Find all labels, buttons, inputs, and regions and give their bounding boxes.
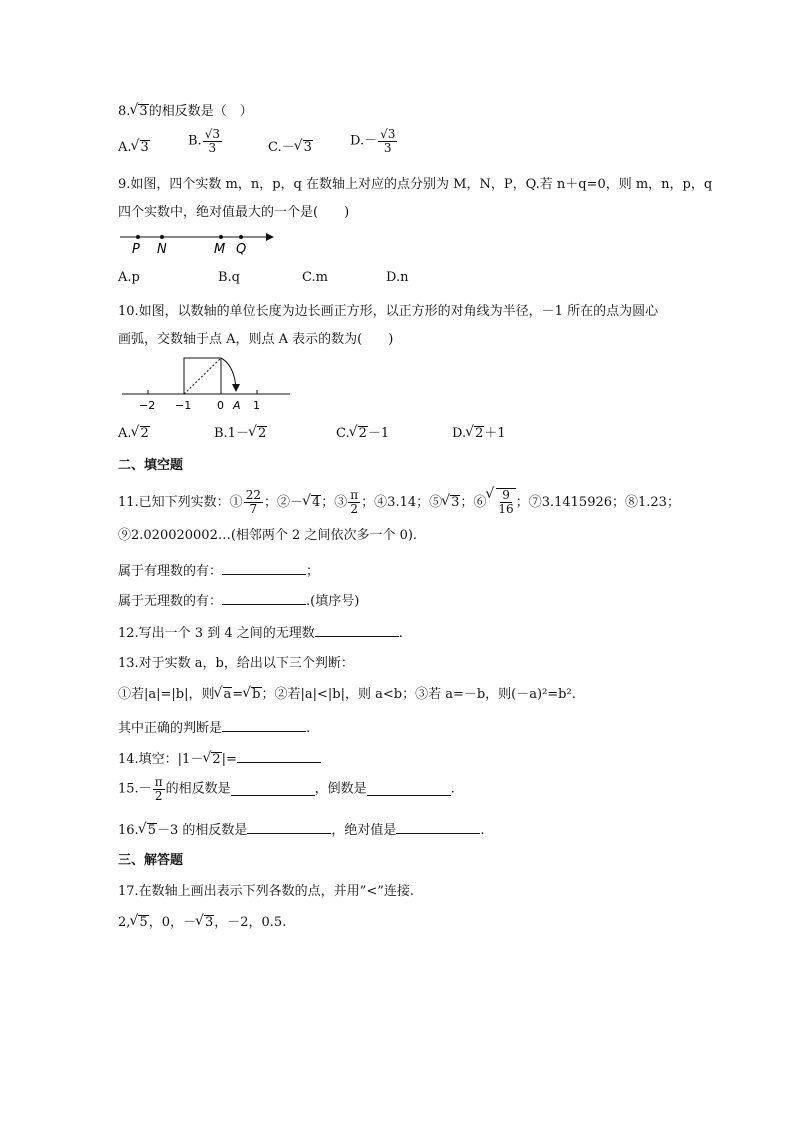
arc (221, 358, 236, 388)
label-p: P (132, 242, 140, 257)
tick-label-0: 0 (217, 399, 224, 412)
answer-blank[interactable] (315, 624, 399, 637)
answer-blank[interactable] (231, 783, 315, 796)
q8-option-d[interactable]: D.－ $\frac{√3}{3}$ (350, 127, 396, 155)
tick-label-neg1: −1 (175, 399, 192, 412)
q14-stem: 14.填空：|1－√ 2|= (118, 750, 321, 768)
answer-blank[interactable] (247, 821, 331, 834)
q10-stem-line1: 10.如图，以数轴的单位长度为边长画正方形，以正方形的对角线为半径，－1 所在的点为圆心 (118, 304, 659, 319)
q17-numbers: 2,√ 5，0，－√ 3，－2，0.5. (118, 915, 286, 931)
answer-blank[interactable] (222, 562, 306, 575)
fraction: $\frac{√3}{3}$ (380, 127, 396, 155)
q10-option-c[interactable]: C.√ 2－1 (336, 426, 389, 442)
tick-label-neg2: −2 (139, 399, 156, 412)
q9-option-a[interactable]: A.p (118, 270, 140, 285)
q13-answer-line: 其中正确的判断是 . (118, 721, 311, 736)
section-heading-solutions: 三、解答题 (118, 853, 184, 868)
point-n (160, 235, 164, 239)
q10-number-line-figure (118, 355, 298, 415)
diagonal (184, 358, 221, 394)
answer-blank[interactable] (367, 783, 451, 796)
point-q (239, 235, 243, 239)
label-m: M (214, 242, 226, 257)
answer-blank[interactable] (222, 719, 306, 732)
q11-stem-line2: ⑨2.020020002…(相邻两个 2 之间依次多一个 0). (118, 528, 418, 543)
q8-stem: 8.√ 3的相反数是（ ） (118, 104, 253, 120)
q10-option-d[interactable]: D.√ 2＋1 (452, 426, 506, 442)
fraction: $\frac{√3}{3}$ (204, 127, 220, 155)
q10-option-a[interactable]: A.√ 2 (118, 426, 150, 442)
q13-judgements: ①若|a|=|b|，则√ a=√ b；②若|a|<|b|，则 a<b；③若 a=－b，则(－a)²=b². (118, 687, 576, 703)
q11-irrational-line: 属于无理数的有： .(填序号) (118, 594, 360, 609)
q8-option-c[interactable]: C.－√ 3 (268, 140, 313, 156)
q10-option-b[interactable]: B.1－√ 2 (214, 426, 267, 442)
answer-blank[interactable] (222, 592, 306, 605)
label-q: Q (236, 242, 247, 257)
tick-label-a: A (233, 399, 241, 412)
point-m (219, 235, 223, 239)
label-n: N (157, 242, 167, 257)
q17-stem-line1: 17.在数轴上画出表示下列各数的点，并用”<”连接. (118, 884, 414, 899)
q11-rational-line: 属于有理数的有： ； (118, 564, 320, 579)
q9-stem-line1: 9.如图，四个实数 m，n，p，q 在数轴上对应的点分别为 M，N，P，Q.若 n＋q=0，则 m，n，p，q (118, 177, 713, 192)
q13-stem-line1: 13.对于实数 a，b，给出以下三个判断： (118, 656, 354, 671)
q8-option-b[interactable]: B. $\frac{√3}{3}$ (188, 127, 220, 155)
sqrt-3: √ 3 (130, 104, 148, 120)
q16-stem: 16.√ 5－3 的相反数是 ，绝对值是 . (118, 821, 485, 839)
q10-stem-line2: 画弧，交数轴于点 A，则点 A 表示的数为( ) (118, 332, 394, 347)
answer-blank[interactable] (396, 821, 480, 834)
point-p (136, 235, 140, 239)
q8-option-a[interactable]: A.√ 3 (118, 140, 150, 156)
q9-number-line (118, 228, 278, 258)
q11-stem-line1: 11.已知下列实数：① $\frac{22}{7}$ ；②－√ 4；③ $\frac{\pi}{2}$ ；④3.14；⑤√ 3；⑥ √ $\frac{9}{16}$ ；⑦3.1415926；⑧1.23； (118, 488, 680, 516)
q9-option-d[interactable]: D.n (386, 270, 409, 285)
q12-stem: 12.写出一个 3 到 4 之间的无理数 . (118, 626, 403, 641)
q9-option-b[interactable]: B.q (218, 270, 241, 285)
tick-label-1: 1 (253, 399, 260, 412)
q9-stem-line2: 四个实数中，绝对值最大的一个是( ) (118, 205, 350, 220)
q15-stem: 15.－ $\frac{\pi}{2}$ 的相反数是 ，倒数是 . (118, 775, 455, 803)
q9-option-c[interactable]: C.m (302, 270, 328, 285)
section-heading-fill-in: 二、填空题 (118, 458, 184, 473)
answer-blank[interactable] (237, 750, 321, 763)
